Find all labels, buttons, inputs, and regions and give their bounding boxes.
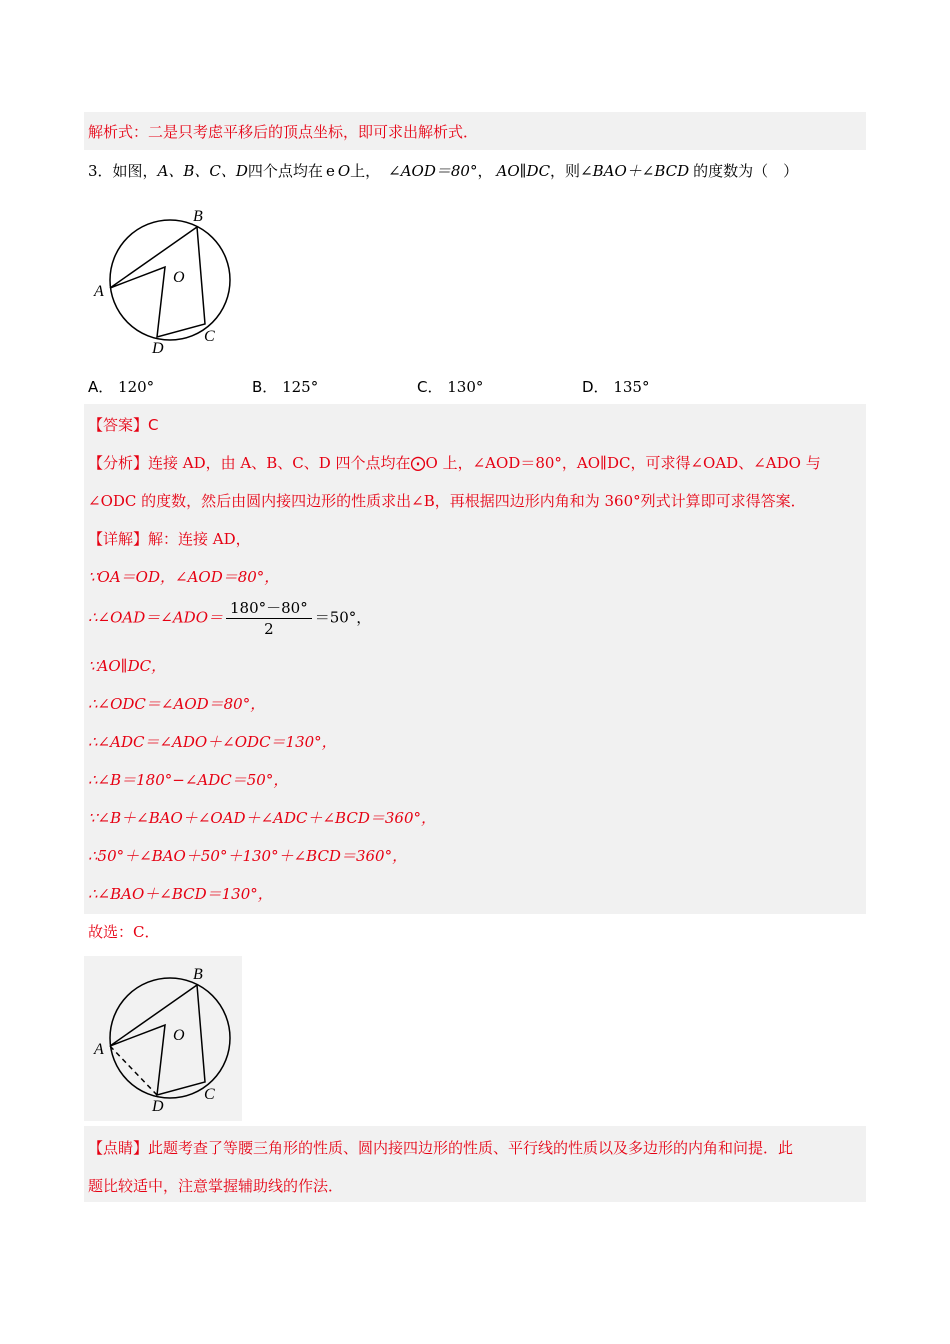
answer-line [88,415,159,435]
dashed-ad [110,1046,157,1095]
step-2-rhs: ＝50°， [314,608,372,627]
option-b-label: B． [252,378,278,396]
option-c-value: 130° [447,378,484,396]
label-a: A [94,283,104,300]
stem-part-c: 上， [350,162,381,180]
option-c-label: C． [417,378,443,396]
step-2-lhs: ∴∠OAD＝∠ADO＝ [88,608,223,627]
analysis-line-2: ∠ODC 的度数，然后由圆内接四边形的性质求出∠B，再根据四边形内角和为 360°列式计算即可求得答案． [88,492,806,510]
stem-part-b: 四个点均在 [247,162,323,180]
analysis-line-1 [88,453,821,473]
solution-figure [90,958,240,1118]
label-d: D [152,340,164,357]
label-d-2: D [152,1098,164,1115]
stem-points: A、B、C、D [157,162,248,180]
answer-value: C [148,416,159,434]
label-b-2: B [193,966,203,983]
detail-tag: 【详解】 [88,530,149,548]
option-a-value: 120° [118,378,155,396]
answer-tag: 【答案】 [88,416,149,434]
analysis-tag: 【分析】 [88,454,149,472]
choose-line: 故选：C． [88,923,160,941]
stem-o: O [337,162,351,180]
step-2-fraction [226,598,312,639]
option-a-label: A． [88,378,114,396]
option-d-label: D． [582,378,609,396]
circle-o-2 [110,978,230,1098]
stem-comma: ， [477,162,493,180]
cond-angle-aod: ∠AOD＝80° [388,162,478,180]
option-d[interactable] [582,376,649,397]
option-a[interactable] [88,376,154,397]
step-1: ∵OA＝OD，∠AOD＝80°， [88,568,280,586]
stem-part-d: ，则 [550,162,581,180]
comment-text-1: 此题考查了等腰三角形的性质、圆内接四边形的性质、平行线的性质以及多边形的内角和问提．此 [148,1139,794,1157]
cond-parallel: AO∥DC [496,162,551,180]
prev-tail-text: 解析式：二是只考虑平移后的顶点坐标，即可求出解析式． [88,123,479,141]
step-6: ∴∠B＝180°−∠ADC＝50°， [88,771,289,789]
fraction-denominator: 2 [264,620,274,638]
step-2 [88,598,371,639]
option-d-value: 135° [613,378,650,396]
comment-line-1 [88,1138,793,1158]
figure-lines-2 [110,985,205,1095]
asked-expression: ∠BAO＋∠BCD [580,162,690,180]
fraction-numerator: 180°－80° [226,598,312,619]
solution-box [84,404,866,914]
option-c[interactable] [417,376,483,397]
step-3: ∵AO∥DC， [88,657,167,675]
step-8: ∴50°＋∠BAO＋50°＋130°＋∠BCD＝360°， [88,847,408,865]
option-b-value: 125° [282,378,319,396]
label-o-2: O [173,1027,185,1044]
label-c-2: C [204,1086,215,1103]
question-figure [90,200,240,360]
label-c: C [204,328,215,345]
circle-o [110,220,230,340]
label-o: O [173,269,185,286]
figure-lines [110,227,205,337]
step-9: ∴∠BAO＋∠BCD＝130°， [88,885,273,903]
detail-intro: 解：连接 AD， [148,530,251,548]
label-b: B [193,208,203,225]
label-a-2: A [94,1041,104,1058]
option-b[interactable] [252,376,318,397]
step-5: ∴∠ADC＝∠ADO＋∠ODC＝130°， [88,733,337,751]
circle-symbol: e [325,162,335,180]
comment-tag: 【点睛】 [88,1139,149,1157]
comment-line-2: 题比较适中，注意掌握辅助线的作法． [88,1177,344,1195]
detail-line [88,529,251,549]
stem-part-a: 如图， [112,162,158,180]
step-4: ∴∠ODC＝∠AOD＝80°， [88,695,266,713]
question-stem [88,161,798,181]
question-number: 3． [88,162,113,180]
step-7: ∵∠B＋∠BAO＋∠OAD＋∠ADC＋∠BCD＝360°， [88,809,436,827]
analysis-text-1: 连接 AD，由 A、B、C、D 四个点均在⨀O 上，∠AOD＝80°，AO∥DC，可求得∠OAD、∠ADO 与 [148,454,821,472]
stem-part-e: 的度数为（ ） [693,162,799,180]
